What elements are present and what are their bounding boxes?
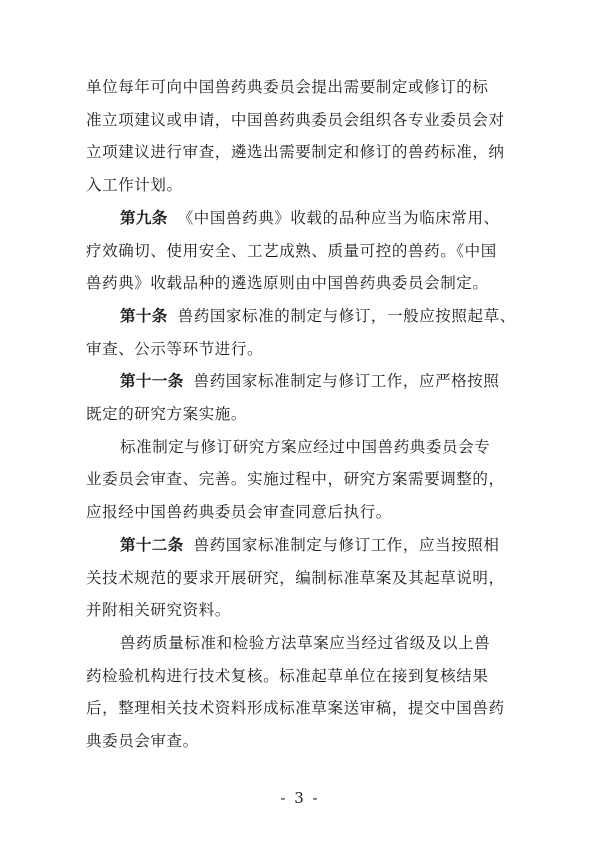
text-run: 《中国兽药典》收载的品种应当为临床常用、: [177, 208, 500, 227]
paragraph-continuation: [86, 71, 518, 202]
text-line: 后，整理相关技术资料形成标准草案送审稿，提交中国兽药: [86, 699, 505, 718]
text-line: 并附相关研究资料。: [86, 601, 231, 620]
text-line: 关技术规范的要求开展研究，编制标准草案及其起草说明，: [86, 568, 505, 587]
paragraph-article-11-second: [86, 431, 518, 529]
text-line: 典委员会审查。: [86, 732, 199, 751]
paragraph-article-10: [86, 300, 518, 365]
article-heading: 第十一条: [120, 372, 184, 391]
paragraph-article-12: [86, 529, 518, 627]
paragraph-article-11: [86, 365, 518, 430]
text-line: 业委员会审查、完善。实施过程中，研究方案需要调整的，: [86, 470, 505, 489]
text-line: [86, 300, 518, 333]
paragraph-article-9: [86, 202, 518, 300]
text-run: 兽药国家标准制定与修订工作，应严格按照: [193, 372, 500, 391]
paragraph-article-12-second: [86, 627, 518, 758]
text-line: 既定的研究方案实施。: [86, 405, 248, 424]
text-line: [86, 202, 518, 235]
article-heading: 第十条: [120, 306, 168, 325]
page-number: - 3 -: [280, 789, 320, 807]
text-line: 药检验机构进行技术复核。标准起草单位在接到复核结果: [86, 666, 489, 685]
text-run: 兽药国家标准的制定与修订，一般应按照起草、: [177, 306, 516, 325]
text-line: 标准制定与修订研究方案应经过中国兽药典委员会专: [120, 437, 491, 456]
text-line: 入工作计划。: [86, 176, 183, 195]
text-line: 疗效确切、使用安全、工艺成熟、质量可控的兽药。《中国: [86, 241, 497, 260]
text-line: 兽药典》收载品种的遴选原则由中国兽药典委员会制定。: [86, 274, 489, 293]
article-heading: 第九条: [120, 208, 168, 227]
text-line: 准立项建议或申请，中国兽药典委员会组织各专业委员会对: [86, 110, 505, 129]
text-line: 应报经中国兽药典委员会审查同意后执行。: [86, 503, 392, 522]
text-line: 审查、公示等环节进行。: [86, 339, 264, 358]
text-line: 兽药质量标准和检验方法草案应当经过省级及以上兽: [120, 633, 491, 652]
text-line: 单位每年可向中国兽药典委员会提出需要制定或修订的标: [86, 78, 489, 96]
text-line: [86, 365, 518, 398]
article-heading: 第十二条: [120, 535, 184, 554]
text-line: [86, 529, 518, 562]
text-run: 兽药国家标准制定与修订工作，应当按照相: [193, 535, 500, 554]
text-line: 立项建议进行审查，遴选出需要制定和修订的兽药标准，纳: [86, 143, 505, 162]
document-body: [86, 71, 518, 758]
